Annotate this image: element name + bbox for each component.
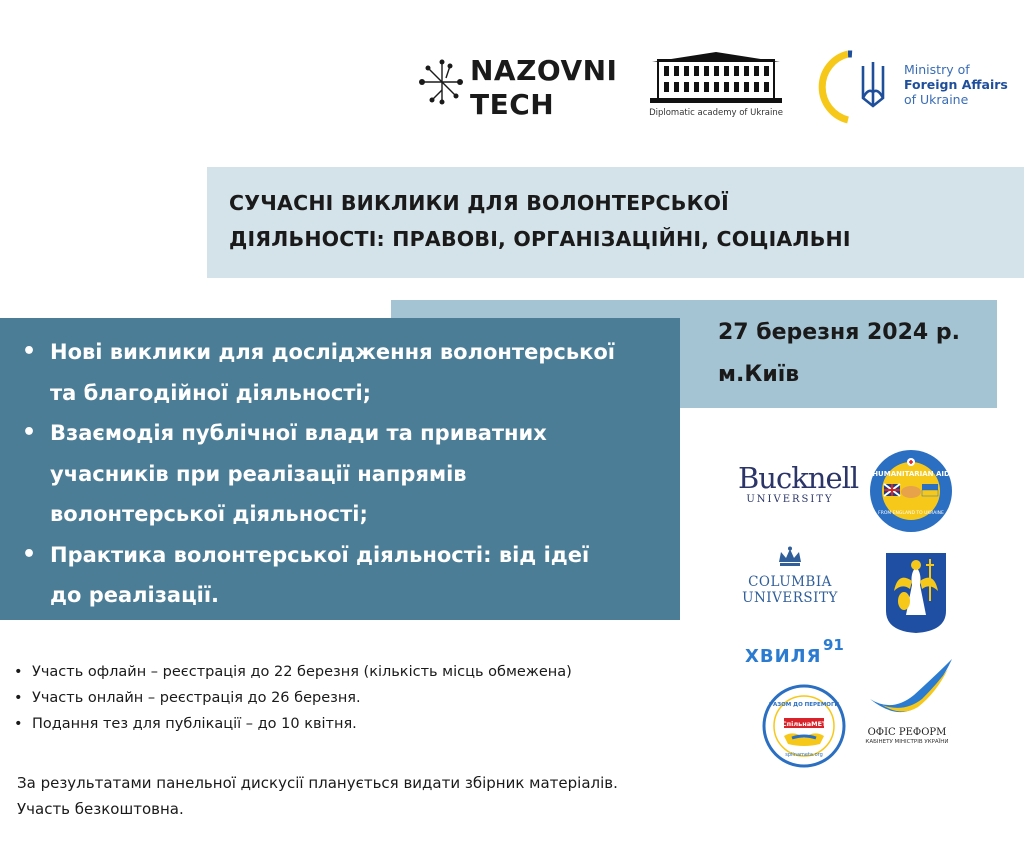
spilnameta-top-text: РАЗОМ ДО ПЕРЕМОГИ [768,702,840,708]
topic-item [22,535,685,616]
event-date: 27 березня 2024 р. [718,320,960,345]
archangel-coat-of-arms-icon [884,551,948,635]
bullet-icon: • [22,339,37,364]
spilnameta-bottom-text: spilnameta.org [785,752,823,758]
topic-line: учасників при реалізації напрямів [50,461,467,486]
topic-line: Нові виклики для дослідження волонтерської [50,340,615,364]
reform-office-logo [852,655,962,750]
bullet-icon: • [22,420,37,445]
building-icon [646,52,786,104]
humanitarian-bottom-text: FROM ENGLAND TO UKRAINE [878,511,944,516]
tech-word: TECH [470,88,555,121]
reform-name: ОФІС РЕФОРМ [867,727,947,738]
bucknell-logo [738,461,859,512]
footer-note [17,770,737,822]
humanitarian-aid-logo [868,448,954,534]
bullet-icon: • [22,541,37,567]
mfa-line1: Ministry of [904,62,970,77]
info-item [10,711,710,737]
info-text: Участь офлайн – реєстрація до 22 березня (кількість місць обмежена) [32,664,572,680]
topics-box [0,318,680,620]
bullet-icon: • [14,690,23,706]
bullet-icon: • [14,664,23,680]
info-text: Участь онлайн – реєстрація до 26 березня. [32,690,361,706]
topic-item [22,413,685,535]
info-item [10,659,710,685]
columbia-line2: UNIVERSITY [742,590,838,606]
hvylia-num: 91 [823,636,844,654]
academy-caption: Diplomatic academy of Ukraine [649,108,783,118]
nazovni-word: NAZOVNI [470,54,618,87]
participation-info [10,659,710,737]
footer-line-1: За результатами панельної дискусії планується видати збірник матеріалів. [17,774,618,792]
topic-line: Практика волонтерської діяльності: від ідеї [50,542,590,567]
trident-icon [863,62,883,106]
circuit-icon [418,52,468,124]
diplomatic-academy-logo [646,52,786,124]
bucknell-sub: UNIVERSITY [746,494,834,505]
topic-item [22,332,685,413]
title-band [207,167,1024,278]
event-title [229,185,851,257]
spilnameta-logo [762,684,846,768]
topic-line: та благодійної діяльності; [50,380,372,405]
topic-line: волонтерської діяльності; [50,502,368,526]
bullet-icon: • [14,716,23,732]
reform-sub: КАБІНЕТУ МІНІСТРІВ УКРАЇНИ [865,739,949,745]
footer-line-2: Участь безкоштовна. [17,800,184,818]
mfa-emblem [818,48,898,126]
info-item [10,685,710,711]
topic-line: Взаємодія публічної влади та приватних [50,421,547,445]
title-line-1: СУЧАСНІ ВИКЛИКИ ДЛЯ ВОЛОНТЕРСЬКОЇ [229,191,729,215]
crown-icon [777,546,803,568]
mfa-logo [818,48,1018,126]
columbia-line1: COLUMBIA [748,574,832,590]
mfa-line2: Foreign Affairs [904,77,1008,92]
info-text: Подання тез для публікації – до 10 квітня. [32,716,357,732]
topic-line: до реалізації. [50,583,220,607]
nazovni-tech-logo [418,52,628,124]
mfa-line3: of Ukraine [904,92,969,107]
bucknell-name: Bucknell [738,461,859,495]
hvylia-name: ХВИЛЯ [745,646,822,667]
topics-list [22,332,685,616]
hvylia-logo [745,636,849,666]
title-line-2: ДІЯЛЬНОСТІ: ПРАВОВІ, ОРГАНІЗАЦІЙНІ, СОЦІАЛЬНІ [229,227,851,251]
spilnameta-mid-text: #СпільнаМЕТА [776,720,832,728]
event-city: м.Київ [718,362,800,387]
columbia-logo [738,546,842,612]
humanitarian-top-text: HUMANITARIAN AID [872,470,950,478]
swoosh-icon [852,655,962,725]
